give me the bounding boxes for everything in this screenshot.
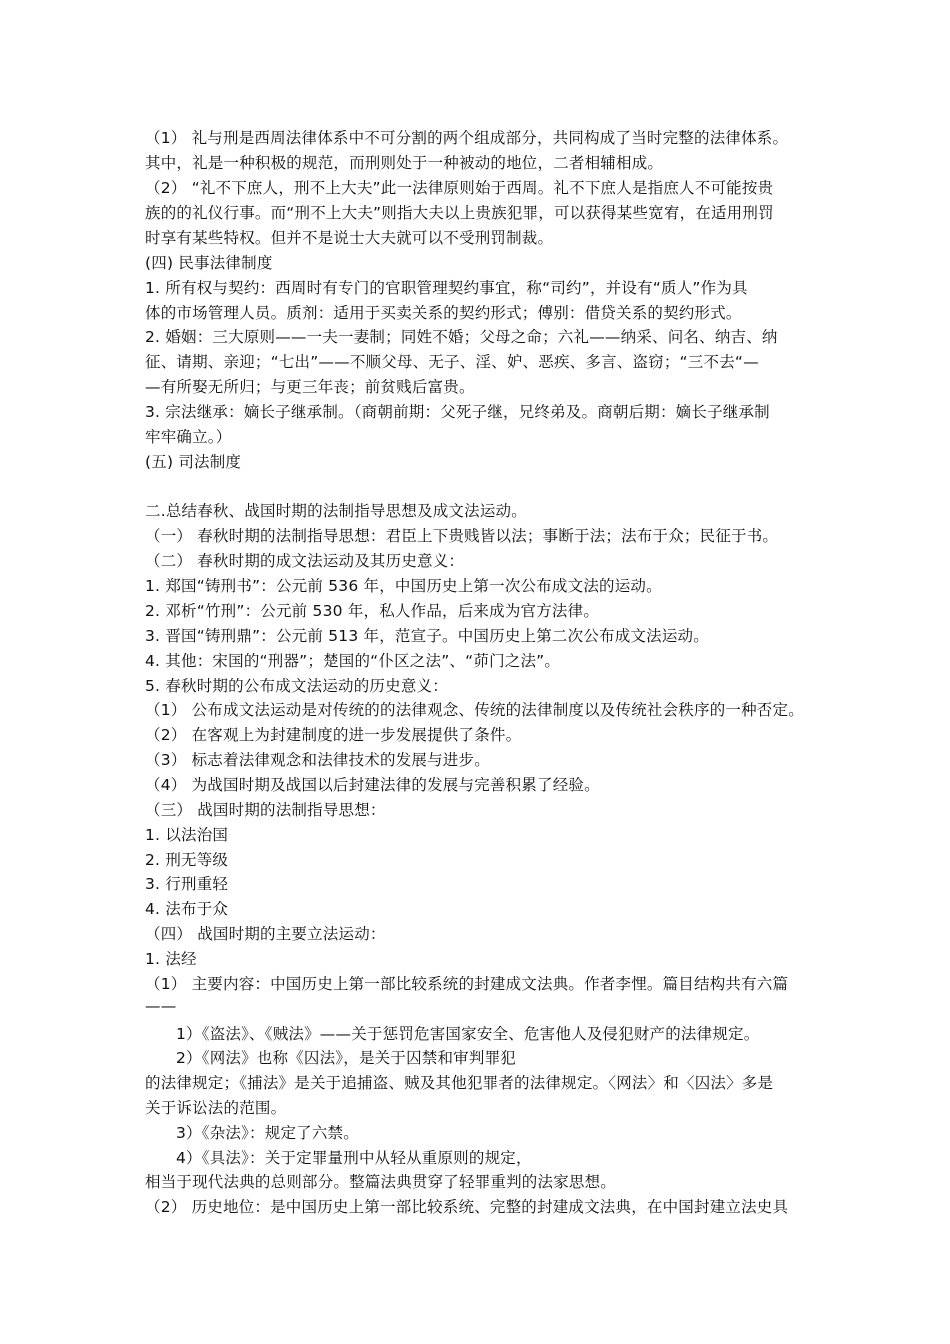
text-line: （2） 历史地位：是中国历史上第一部比较系统、完整的封建成文法典，在中国封建立法史具 bbox=[145, 1198, 789, 1216]
text-line: 时享有某些特权。但并不是说士大夫就可以不受刑罚制裁。 bbox=[145, 229, 554, 247]
text-line: 1）《盗法》、《贼法》——关于惩罚危害国家安全、危害他人及侵犯财产的法律规定。 bbox=[176, 1025, 760, 1043]
section-heading: (五) 司法制度 bbox=[145, 453, 242, 471]
chapter-heading: 二.总结春秋、战国时期的法制指导思想及成文法运动。 bbox=[145, 502, 527, 520]
text-line: —— bbox=[145, 997, 177, 1015]
text-line: 3. 宗法继承：嫡长子继承制。（商朝前期：父死子继，兄终弟及。商朝后期：嫡长子继承制 bbox=[145, 403, 770, 421]
text-line: 3. 晋国“铸刑鼎”：公元前 513 年，范宣子。中国历史上第二次公布成文法运动。 bbox=[145, 627, 709, 645]
list-item: 4. 法布于众 bbox=[145, 900, 229, 918]
list-item: 2. 刑无等级 bbox=[145, 851, 229, 869]
section-heading: （四） 战国时期的主要立法运动： bbox=[145, 925, 386, 943]
section-heading: (四) 民事法律制度 bbox=[145, 254, 273, 272]
text-line: 4. 其他：宋国的“刑器”；楚国的“仆区之法”、“茆门之法”。 bbox=[145, 652, 561, 670]
text-line: 体的市场管理人员。质剂：适用于买卖关系的契约形式；傅别：借贷关系的契约形式。 bbox=[145, 304, 742, 322]
text-line: （1） 礼与刑是西周法律体系中不可分割的两个组成部分，共同构成了当时完整的法律体系。 bbox=[145, 129, 789, 147]
text-line: 2. 婚姻：三大原则——一夫一妻制；同姓不婚；父母之命；六礼——纳采、问名、纳吉、纳 bbox=[145, 328, 778, 346]
text-line: 关于诉讼法的范围。 bbox=[145, 1099, 287, 1117]
text-line: （一） 春秋时期的法制指导思想：君臣上下贵贱皆以法；事断于法；法布于众；民征于书。 bbox=[145, 527, 779, 545]
text-line: 5. 春秋时期的公布成文法运动的历史意义： bbox=[145, 677, 448, 695]
text-line: （3） 标志着法律观念和法律技术的发展与进步。 bbox=[145, 751, 490, 769]
text-line: 征、请期、亲迎；“七出”——不顺父母、无子、淫、妒、恶疾、多言、盗窃；“三不去“— bbox=[145, 353, 759, 371]
text-line: 3）《杂法》：规定了六禁。 bbox=[176, 1124, 359, 1142]
list-item: 1. 法经 bbox=[145, 950, 197, 968]
text-line: —有所娶无所归；与更三年丧；前贫贱后富贵。 bbox=[145, 378, 475, 396]
text-line: 1. 所有权与契约：西周时有专门的官职管理契约事宜，称“司约”，并设有“质人”作为具 bbox=[145, 279, 748, 297]
section-heading: （二） 春秋时期的成文法运动及其历史意义： bbox=[145, 552, 465, 570]
list-item: 1. 以法治国 bbox=[145, 826, 229, 844]
text-line: 族的的礼仪行事。而“刑不上大夫”则指大夫以上贵族犯罪，可以获得某些宽宥，在适用刑罚 bbox=[145, 204, 774, 222]
text-line: 其中，礼是一种积极的规范，而刑则处于一种被动的地位，二者相辅相成。 bbox=[145, 154, 664, 172]
text-line: 相当于现代法典的总则部分。整篇法典贯穿了轻罪重判的法家思想。 bbox=[145, 1173, 617, 1191]
text-line: 1. 郑国“铸刑书”：公元前 536 年，中国历史上第一次公布成文法的运动。 bbox=[145, 577, 662, 595]
text-line: （1） 主要内容：中国历史上第一部比较系统的封建成文法典。作者李悝。篇目结构共有六篇 bbox=[145, 975, 789, 993]
text-line: 牢牢确立。） bbox=[145, 428, 232, 446]
text-line: 2）《网法》也称《囚法》，是关于囚禁和审判罪犯 bbox=[176, 1049, 516, 1067]
text-line: （2） 在客观上为封建制度的进一步发展提供了条件。 bbox=[145, 726, 522, 744]
text-line: 2. 邓析“竹刑”：公元前 530 年，私人作品，后来成为官方法律。 bbox=[145, 602, 600, 620]
list-item: 3. 行刑重轻 bbox=[145, 875, 229, 893]
section-heading: （三） 战国时期的法制指导思想： bbox=[145, 801, 386, 819]
text-line: 4）《具法》：关于定罪量刑中从轻从重原则的规定， bbox=[176, 1149, 532, 1167]
text-line: （1） 公布成文法运动是对传统的的法律观念、传统的法律制度以及传统社会秩序的一种否定。 bbox=[145, 701, 804, 719]
text-line: （4） 为战国时期及战国以后封建法律的发展与完善积累了经验。 bbox=[145, 776, 600, 794]
text-line: （2） “礼不下庶人，刑不上大夫”此一法律原则始于西周。礼不下庶人是指庶人不可能按贵 bbox=[145, 179, 774, 197]
text-line: 的法律规定；《捕法》是关于追捕盗、贼及其他犯罪者的法律规定。〈网法〉和〈囚法〉多是 bbox=[145, 1074, 774, 1092]
